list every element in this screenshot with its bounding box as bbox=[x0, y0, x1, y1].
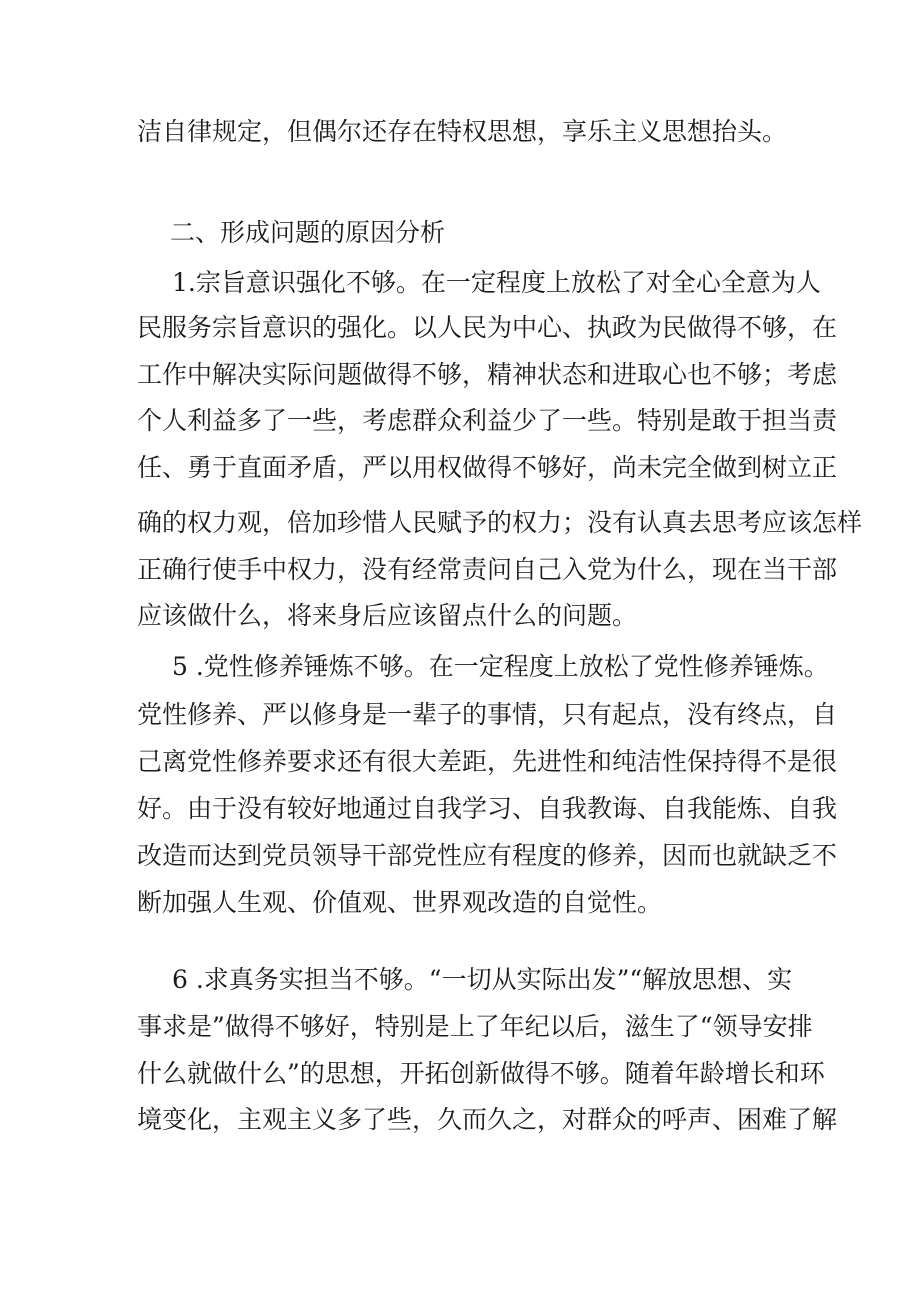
paragraph-line: 事求是”做得不够好，特别是上了年纪以后，滋生了“领导安排 bbox=[137, 1012, 813, 1041]
paragraph-line: 党性修养、严以修身是一辈子的事情，只有起点，没有终点，自 bbox=[137, 700, 838, 729]
paragraph-line: 己离党性修养要求还有很大差距，先进性和纯洁性保持得不是很 bbox=[137, 747, 838, 776]
paragraph-line: 应该做什么，将来身后应该留点什么的问题。 bbox=[137, 601, 638, 630]
paragraph-line: 断加强人生观、价值观、世界观改造的自觉性。 bbox=[137, 888, 663, 917]
paragraph-line: 6 .求真务实担当不够。“一切从实际出发”“解放思想、实 bbox=[172, 965, 793, 994]
paragraph-line: 境变化，主观主义多了些，久而久之，对群众的呼声、困难了解 bbox=[137, 1105, 838, 1134]
paragraph-line: 确的权力观，倍加珍惜人民赋予的权力；没有认真去思考应该怎样 bbox=[137, 508, 863, 537]
section-heading: 二、形成问题的原因分析 bbox=[170, 218, 446, 247]
paragraph-line: 1.宗旨意识强化不够。在一定程度上放松了对全心全意为人 bbox=[172, 268, 821, 297]
paragraph-line: 正确行使手中权力，没有经常责问自己入党为什么，现在当干部 bbox=[137, 555, 838, 584]
paragraph-line: 什么就做什么”的思想，开拓创新做得不够。随着年龄增长和环 bbox=[137, 1059, 825, 1088]
paragraph-line: 5 .党性修养锤炼不够。在一定程度上放松了党性修养锤炼。 bbox=[172, 652, 829, 681]
paragraph-line: 任、勇于直面矛盾，严以用权做得不够好，尚未完全做到树立正 bbox=[137, 453, 838, 482]
paragraph-line: 洁自律规定，但偶尔还存在特权思想，享乐主义思想抬头。 bbox=[137, 117, 788, 146]
paragraph-line: 工作中解决实际问题做得不够，精神状态和进取心也不够；考虑 bbox=[137, 360, 838, 389]
paragraph-line: 改造而达到党员领导干部党性应有程度的修养，因而也就缺乏不 bbox=[137, 841, 838, 870]
paragraph-line: 个人利益多了一些，考虑群众利益少了一些。特别是敢于担当责 bbox=[137, 406, 838, 435]
paragraph-line: 民服务宗旨意识的强化。以人民为中心、执政为民做得不够，在 bbox=[137, 313, 838, 342]
paragraph-line: 好。由于没有较好地通过自我学习、自我教诲、自我能炼、自我 bbox=[137, 794, 838, 823]
